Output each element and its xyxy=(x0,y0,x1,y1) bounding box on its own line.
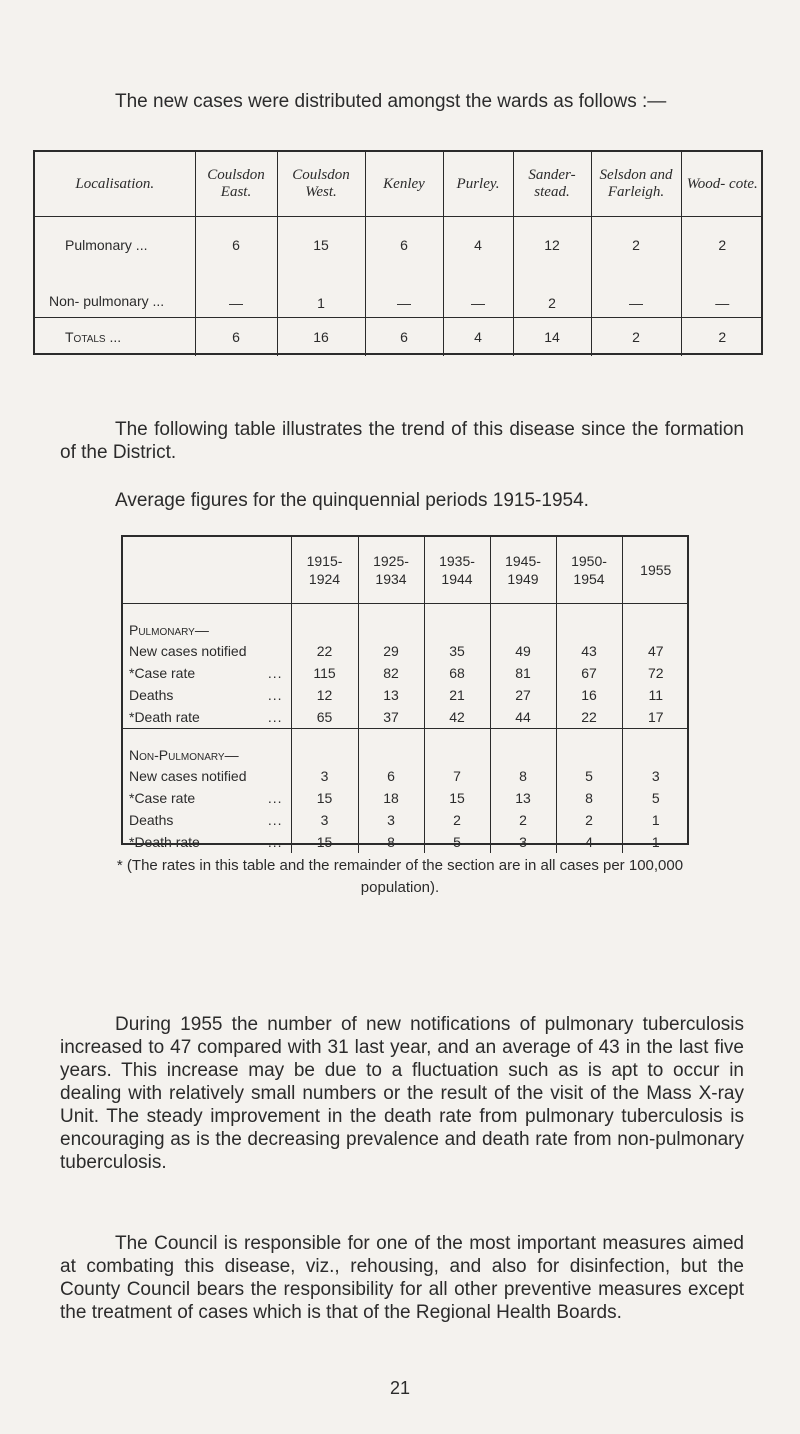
cell: 22 xyxy=(291,640,358,662)
row-label-text: *Case rate xyxy=(129,790,196,806)
ward-header-row xyxy=(35,152,763,217)
empty-cell xyxy=(556,729,622,766)
cell: 29 xyxy=(358,640,424,662)
cell: 6 xyxy=(365,318,443,357)
cell: 2 xyxy=(556,809,622,831)
section-title: Non-Pulmonary— xyxy=(123,729,291,766)
cell: 6 xyxy=(195,318,277,357)
cell: 15 xyxy=(424,787,490,809)
trend-row xyxy=(123,640,689,662)
cell: 3 xyxy=(358,809,424,831)
trend-header: 1925- 1934 xyxy=(358,537,424,604)
cell: 4 xyxy=(556,831,622,853)
cell: 16 xyxy=(277,318,365,357)
cell: 13 xyxy=(358,684,424,706)
cell: 1 xyxy=(622,831,689,853)
cell: 11 xyxy=(622,684,689,706)
cell: 2 xyxy=(424,809,490,831)
cell: 42 xyxy=(424,706,490,729)
leader-dots: ... xyxy=(267,665,283,681)
trend-row xyxy=(123,831,689,853)
empty-cell xyxy=(291,729,358,766)
cell: 1 xyxy=(277,253,365,318)
row-label: Totals ... xyxy=(35,318,195,357)
cell: 6 xyxy=(365,217,443,254)
row-label xyxy=(123,684,291,706)
cell: 16 xyxy=(556,684,622,706)
empty-cell xyxy=(556,604,622,641)
cell: 47 xyxy=(622,640,689,662)
row-label xyxy=(123,706,291,729)
cell: 67 xyxy=(556,662,622,684)
cell: 27 xyxy=(490,684,556,706)
cell: 21 xyxy=(424,684,490,706)
cell: 5 xyxy=(622,787,689,809)
cell: 4 xyxy=(443,318,513,357)
empty-cell xyxy=(358,729,424,766)
cell: 12 xyxy=(291,684,358,706)
row-label-text: Deaths xyxy=(129,812,174,828)
leader-dots: ... xyxy=(267,709,283,725)
paragraph-2: The Council is responsible for one of the most important measures aimed at combating this disease, viz., rehousing, and also for disinfection, but the County Council bears the responsibility for all other preventive measures except the treatment of cases which is that of the Regional Health Boards. xyxy=(60,1233,744,1323)
cell: 82 xyxy=(358,662,424,684)
leader-dots: ... xyxy=(267,687,283,703)
ward-row-pulmonary xyxy=(35,217,763,254)
trend-intro-text: The following table illustrates the trend of this disease since the formation of the District. xyxy=(60,419,744,463)
leader-dots: ... xyxy=(267,790,283,806)
cell: 22 xyxy=(556,706,622,729)
ward-row-non-pulmonary xyxy=(35,253,763,318)
empty-cell xyxy=(424,604,490,641)
leader-dots: ... xyxy=(267,834,283,850)
row-label-text: New cases notified xyxy=(129,643,247,659)
empty-cell xyxy=(424,729,490,766)
row-label xyxy=(123,765,291,787)
ward-header: Coulsdon East. xyxy=(195,152,277,217)
ward-header: Sander- stead. xyxy=(513,152,591,217)
cell: 115 xyxy=(291,662,358,684)
empty-cell xyxy=(490,729,556,766)
row-label-text: Deaths xyxy=(129,687,174,703)
trend-header: 1955 xyxy=(622,537,689,604)
footnote: * (The rates in this table and the remainder of the section are in all cases per 100,000 population). xyxy=(116,857,684,896)
ward-table xyxy=(33,150,763,355)
trend-row xyxy=(123,765,689,787)
ward-header: Selsdon and Farleigh. xyxy=(591,152,681,217)
cell: 3 xyxy=(490,831,556,853)
empty-cell xyxy=(358,604,424,641)
cell: 17 xyxy=(622,706,689,729)
row-label: Pulmonary ... xyxy=(65,237,148,253)
trend-row xyxy=(123,787,689,809)
trend-table xyxy=(121,535,689,850)
empty-cell xyxy=(622,604,689,641)
row-label xyxy=(123,787,291,809)
row-label xyxy=(123,640,291,662)
leader-dots: ... xyxy=(267,812,283,828)
cell: 8 xyxy=(358,831,424,853)
ward-header: Wood- cote. xyxy=(681,152,763,217)
row-label xyxy=(123,831,291,853)
cell: 65 xyxy=(291,706,358,729)
trend-header: 1915- 1924 xyxy=(291,537,358,604)
cell: 68 xyxy=(424,662,490,684)
cell: 2 xyxy=(490,809,556,831)
section-header-row xyxy=(123,729,689,766)
trend-header: 1935- 1944 xyxy=(424,537,490,604)
section-title: Pulmonary— xyxy=(129,622,209,638)
empty-cell xyxy=(622,729,689,766)
cell: 35 xyxy=(424,640,490,662)
cell: — xyxy=(591,253,681,318)
trend-row xyxy=(123,706,689,729)
ward-header: Purley. xyxy=(443,152,513,217)
ward-header: Localisation. xyxy=(35,152,195,217)
cell: 15 xyxy=(291,831,358,853)
cell: 8 xyxy=(490,765,556,787)
cell: 13 xyxy=(490,787,556,809)
cell: 4 xyxy=(443,217,513,254)
cell: 12 xyxy=(513,217,591,254)
cell: — xyxy=(443,253,513,318)
row-label-text: *Case rate xyxy=(129,665,196,681)
cell: 5 xyxy=(424,831,490,853)
cell: — xyxy=(365,253,443,318)
trend-row xyxy=(123,684,689,706)
row-label: Non- pulmonary ... xyxy=(49,293,165,309)
cell: 5 xyxy=(556,765,622,787)
cell: 72 xyxy=(622,662,689,684)
page-number: 21 xyxy=(389,1378,411,1398)
cell: 18 xyxy=(358,787,424,809)
cell: 37 xyxy=(358,706,424,729)
cell: 1 xyxy=(622,809,689,831)
empty-cell xyxy=(490,604,556,641)
cell: 3 xyxy=(291,809,358,831)
cell: 2 xyxy=(681,318,763,357)
trend-header: 1950- 1954 xyxy=(556,537,622,604)
intro-text: The new cases were distributed amongst the wards as follows :— xyxy=(115,91,667,112)
trend-header-blank xyxy=(123,537,291,604)
cell: — xyxy=(195,253,277,318)
trend-row xyxy=(123,662,689,684)
cell: 44 xyxy=(490,706,556,729)
paragraph-1: During 1955 the number of new notifications of pulmonary tuberculosis increased to 47 compared with 31 last year, and an average of 43 in the last five years. This increase may be due to a fluctuation such as is apt to occur in dealing with relatively small numbers or the result of the visit of the Mass X-ray Unit. The steady improvement in the death rate from pulmonary tuberculosis is encouraging as is the decreasing prevalence and death rate from non-pulmonary tuberculosis. xyxy=(60,1014,744,1173)
cell: 2 xyxy=(591,217,681,254)
section-header-row xyxy=(123,604,689,641)
ward-header: Coulsdon West. xyxy=(277,152,365,217)
ward-header: Kenley xyxy=(365,152,443,217)
cell: 14 xyxy=(513,318,591,357)
cell: 49 xyxy=(490,640,556,662)
cell: 2 xyxy=(681,217,763,254)
cell: 3 xyxy=(622,765,689,787)
cell: 3 xyxy=(291,765,358,787)
ward-row-totals xyxy=(35,318,763,357)
cell: 2 xyxy=(513,253,591,318)
cell: 15 xyxy=(291,787,358,809)
row-label-text: *Death rate xyxy=(129,834,200,850)
cell: 8 xyxy=(556,787,622,809)
trend-body xyxy=(123,604,689,854)
average-caption: Average figures for the quinquennial periods 1915-1954. xyxy=(115,490,589,511)
trend-row xyxy=(123,809,689,831)
row-label-text: New cases notified xyxy=(129,768,247,784)
row-label xyxy=(123,809,291,831)
trend-header-row xyxy=(123,537,689,604)
cell: — xyxy=(681,253,763,318)
row-label xyxy=(123,662,291,684)
cell: 6 xyxy=(358,765,424,787)
cell: 7 xyxy=(424,765,490,787)
trend-header: 1945- 1949 xyxy=(490,537,556,604)
row-label-text: *Death rate xyxy=(129,709,200,725)
cell: 6 xyxy=(195,217,277,254)
cell: 81 xyxy=(490,662,556,684)
cell: 15 xyxy=(277,217,365,254)
empty-cell xyxy=(291,604,358,641)
cell: 43 xyxy=(556,640,622,662)
cell: 2 xyxy=(591,318,681,357)
